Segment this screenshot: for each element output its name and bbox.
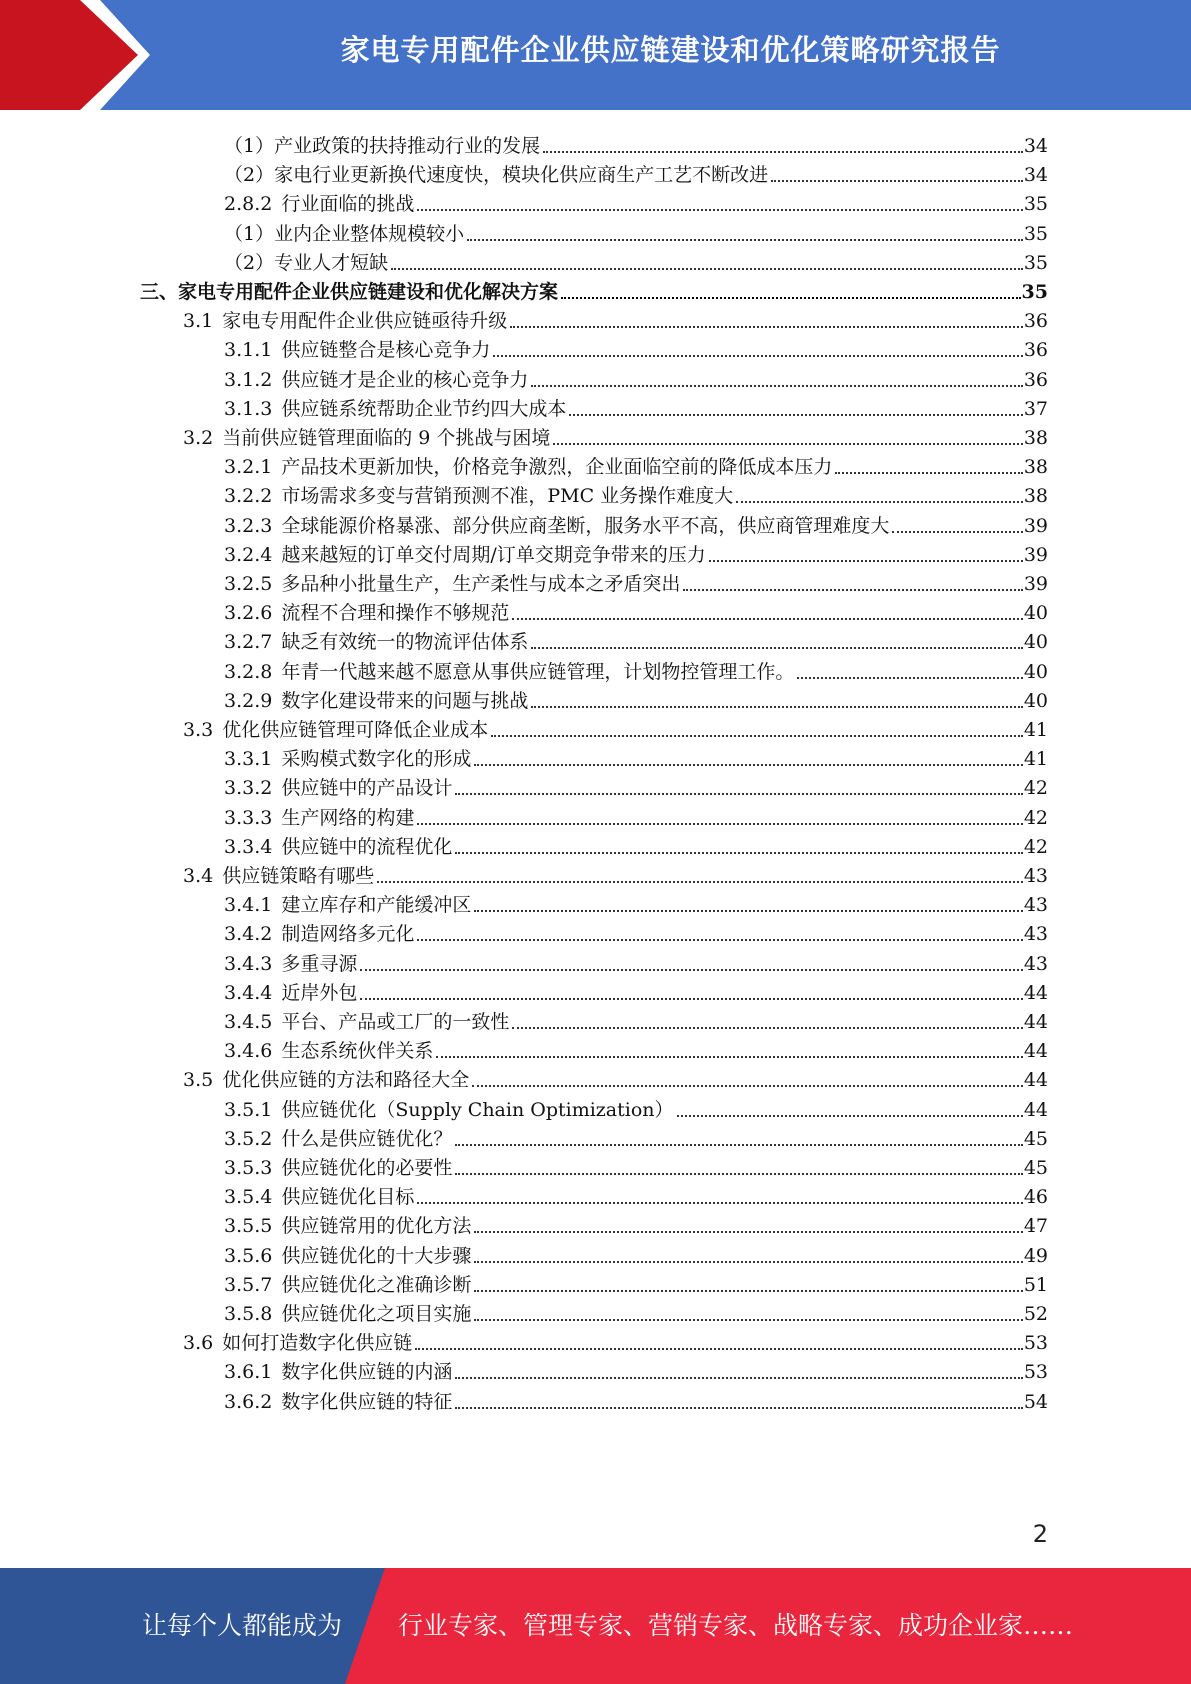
toc-entry[interactable] bbox=[224, 362, 1048, 393]
toc-entry[interactable] bbox=[224, 1179, 1048, 1210]
toc-dot-leader bbox=[771, 179, 1023, 182]
toc-dot-leader bbox=[569, 413, 1022, 416]
toc-entry-title bbox=[224, 805, 414, 831]
toc-entry-label: 多品种小批量生产，生产柔性与成本之矛盾突出 bbox=[281, 573, 681, 595]
toc-entry-page: 52 bbox=[1023, 1303, 1048, 1325]
toc-entry-label: 优化供应链管理可降低企业成本 bbox=[222, 719, 489, 741]
toc-entry[interactable] bbox=[224, 186, 1048, 217]
toc-dot-leader bbox=[677, 1114, 1023, 1117]
toc-entry[interactable] bbox=[183, 420, 1048, 451]
toc-entry[interactable] bbox=[224, 595, 1048, 626]
toc-entry-label: 全球能源价格暴涨、部分供应商垄断，服务水平不高，供应商管理难度大 bbox=[281, 514, 890, 537]
toc-entry-number: 3.2.6 bbox=[224, 602, 273, 625]
toc-entry-page: 51 bbox=[1023, 1273, 1048, 1296]
toc-entry-title bbox=[224, 133, 540, 159]
toc-entry[interactable] bbox=[224, 157, 1048, 188]
toc-dot-leader bbox=[543, 150, 1023, 153]
toc-dot-leader bbox=[360, 997, 1022, 1000]
toc-entry-title bbox=[224, 1272, 471, 1298]
toc-dot-leader bbox=[415, 1347, 1023, 1350]
toc-entry-label: 数字化建设带来的问题与挑战 bbox=[281, 689, 529, 712]
toc-entry[interactable] bbox=[224, 683, 1048, 714]
toc-entry-title bbox=[224, 921, 414, 947]
toc-entry-number: 3.6.2 bbox=[224, 1390, 273, 1413]
toc-dot-leader bbox=[510, 325, 1023, 328]
toc-entry-title bbox=[224, 162, 768, 188]
toc-entry-number: 3.5.5 bbox=[224, 1215, 273, 1238]
toc-entry-label: 数字化供应链的特征 bbox=[281, 1390, 453, 1413]
toc-entry-page: 35 bbox=[1023, 193, 1048, 216]
toc-entry-title bbox=[224, 337, 490, 363]
toc-entry-page: 40 bbox=[1023, 631, 1048, 654]
toc-entry-number: 3.4.6 bbox=[224, 1040, 273, 1063]
toc-entry-page: 39 bbox=[1023, 543, 1048, 566]
toc-entry-page: 38 bbox=[1023, 485, 1048, 508]
toc-dot-leader bbox=[472, 1084, 1023, 1087]
toc-entry-page: 40 bbox=[1023, 689, 1048, 712]
toc-entry[interactable] bbox=[224, 128, 1048, 159]
toc-dot-leader bbox=[709, 559, 1023, 562]
toc-entry[interactable] bbox=[224, 975, 1048, 1006]
toc-entry-page: 41 bbox=[1023, 719, 1048, 741]
toc-entry[interactable] bbox=[140, 274, 1048, 305]
toc-entry[interactable] bbox=[224, 1004, 1048, 1035]
toc-entry-page: 44 bbox=[1023, 1069, 1048, 1092]
toc-entry[interactable] bbox=[224, 216, 1048, 247]
toc-entry-label: 供应链优化之项目实施 bbox=[281, 1303, 472, 1325]
toc-dot-leader bbox=[474, 1230, 1022, 1233]
footer-slogan: 让每个人都能成为 bbox=[142, 1611, 343, 1640]
toc-dot-leader bbox=[455, 1143, 1022, 1146]
toc-entry[interactable] bbox=[224, 1121, 1048, 1152]
toc-entry[interactable] bbox=[224, 508, 1048, 539]
toc-entry-page: 44 bbox=[1023, 1011, 1048, 1033]
toc-entry-title bbox=[224, 834, 452, 860]
toc-entry-page: 53 bbox=[1023, 1332, 1048, 1355]
toc-entry[interactable] bbox=[224, 332, 1048, 363]
toc-entry-title bbox=[224, 629, 528, 655]
toc-entry-label: 供应链系统帮助企业节约四大成本 bbox=[281, 397, 567, 420]
footer-tagline: 行业专家、管理专家、营销专家、战略专家、成功企业家…… bbox=[398, 1611, 1074, 1640]
toc-entry-label: 供应链中的流程优化 bbox=[281, 835, 453, 858]
toc-entry-page: 34 bbox=[1023, 164, 1048, 187]
toc-entry-number: 3.4.1 bbox=[224, 894, 273, 917]
toc-entry-page: 44 bbox=[1023, 981, 1048, 1004]
toc-entry-title bbox=[224, 600, 509, 626]
toc-entry-page: 40 bbox=[1023, 602, 1048, 625]
toc-entry-number: 3.2 bbox=[183, 427, 214, 449]
toc-entry-page: 45 bbox=[1023, 1127, 1048, 1150]
toc-entry-label: （2）家电行业更新换代速度快，模块化供应商生产工艺不断改进 bbox=[224, 164, 769, 187]
toc-entry-number: 3.6.1 bbox=[224, 1361, 273, 1384]
toc-entry[interactable] bbox=[224, 245, 1048, 276]
toc-entry[interactable] bbox=[224, 1238, 1048, 1269]
toc-entry-number: 3.3.1 bbox=[224, 748, 273, 771]
toc-entry-number: 3.4.4 bbox=[224, 981, 273, 1004]
toc-entry-title bbox=[224, 1301, 471, 1327]
toc-entry-title bbox=[224, 1389, 452, 1415]
toc-entry-page: 35 bbox=[1023, 222, 1048, 245]
toc-entry-number: 3.2.9 bbox=[224, 689, 273, 712]
toc-entry-page: 46 bbox=[1023, 1186, 1048, 1209]
toc-entry-title bbox=[224, 513, 889, 539]
toc-entry-label: 生态系统伙伴关系 bbox=[281, 1040, 434, 1063]
toc-entry[interactable] bbox=[224, 654, 1048, 685]
toc-entry-page: 35 bbox=[1023, 251, 1048, 274]
toc-dot-leader bbox=[436, 1055, 1022, 1058]
toc-entry-page: 47 bbox=[1023, 1215, 1048, 1238]
toc-entry-page: 53 bbox=[1023, 1361, 1048, 1384]
toc-entry-label: 建立库存和产能缓冲区 bbox=[281, 894, 472, 917]
toc-dot-leader bbox=[892, 530, 1022, 533]
toc-entry-number: 3.5.7 bbox=[224, 1273, 273, 1296]
toc-entry-page: 37 bbox=[1023, 397, 1048, 420]
toc-entry-title bbox=[224, 1155, 452, 1181]
toc-entry-page: 34 bbox=[1023, 135, 1048, 157]
page-number: 2 bbox=[1032, 1520, 1048, 1548]
toc-dot-leader bbox=[474, 1318, 1022, 1321]
page-footer bbox=[0, 1568, 1191, 1684]
toc-entry[interactable] bbox=[224, 566, 1048, 597]
toc-entry[interactable] bbox=[183, 712, 1048, 743]
toc-entry-label: 供应链优化（Supply Chain Optimization） bbox=[281, 1098, 674, 1121]
toc-entry-label: 年青一代越来越不愿意从事供应链管理，计划物控管理工作。 bbox=[281, 660, 795, 683]
toc-entry-number: 3.2.5 bbox=[224, 573, 273, 595]
toc-entry-page: 43 bbox=[1023, 894, 1048, 917]
toc-entry-label: 供应链中的产品设计 bbox=[281, 777, 453, 800]
toc-entry-page: 39 bbox=[1023, 573, 1048, 595]
toc-entry-title bbox=[224, 1243, 471, 1269]
toc-entry-title bbox=[224, 1038, 433, 1064]
toc-entry[interactable] bbox=[183, 858, 1048, 889]
toc-entry-label: （1）业内企业整体规模较小 bbox=[224, 222, 465, 245]
toc-entry-number: 3.1.2 bbox=[224, 368, 273, 391]
toc-entry-title bbox=[224, 396, 566, 422]
toc-entry-page: 45 bbox=[1023, 1157, 1048, 1179]
toc-entry-page: 35 bbox=[1021, 281, 1048, 303]
toc-entry-title bbox=[224, 1213, 471, 1239]
toc-entry-title bbox=[140, 279, 558, 305]
toc-entry[interactable] bbox=[183, 303, 1048, 334]
toc-dot-leader bbox=[474, 909, 1022, 912]
toc-entry[interactable] bbox=[183, 1325, 1048, 1356]
toc-entry[interactable] bbox=[224, 1267, 1048, 1298]
toc-entry-label: 供应链优化目标 bbox=[281, 1186, 415, 1209]
toc-entry-title bbox=[224, 951, 357, 977]
toc-dot-leader bbox=[531, 646, 1022, 649]
report-title: 家电专用配件企业供应链建设和优化策略研究报告 bbox=[340, 33, 1001, 67]
toc-entry-title bbox=[224, 1097, 674, 1123]
toc-entry-number: 3.4.3 bbox=[224, 952, 273, 975]
toc-entry-label: （1）产业政策的扶持推动行业的发展 bbox=[224, 135, 541, 157]
toc-entry-title bbox=[224, 454, 832, 480]
toc-entry-page: 40 bbox=[1023, 660, 1048, 683]
toc-entry-label: 制造网络多元化 bbox=[281, 923, 415, 946]
toc-entry-number: 3.3 bbox=[183, 719, 214, 741]
toc-entry-label: （2）专业人才短缺 bbox=[224, 251, 389, 274]
toc-entry-label: 行业面临的挑战 bbox=[281, 193, 415, 216]
toc-entry-label: 流程不合理和操作不够规范 bbox=[281, 602, 510, 625]
toc-entry-label: 越来越短的订单交付周期/订单交期竞争带来的压力 bbox=[281, 543, 706, 566]
toc-dot-leader bbox=[512, 1026, 1022, 1029]
toc-entry-title bbox=[224, 1359, 452, 1385]
toc-entry-label: 供应链优化的必要性 bbox=[281, 1157, 453, 1179]
toc-entry-number: 3.5.8 bbox=[224, 1303, 273, 1325]
toc-entry-label: 数字化供应链的内涵 bbox=[281, 1361, 453, 1384]
toc-entry-title bbox=[224, 191, 414, 217]
toc-entry-number: 3.2.8 bbox=[224, 660, 273, 683]
toc-entry[interactable] bbox=[224, 887, 1048, 918]
toc-dot-leader bbox=[417, 1201, 1022, 1204]
toc-entry-title bbox=[224, 892, 471, 918]
toc-dot-leader bbox=[493, 354, 1022, 357]
toc-entry[interactable] bbox=[224, 770, 1048, 801]
toc-entry-title bbox=[224, 571, 680, 597]
toc-entry[interactable] bbox=[224, 1384, 1048, 1415]
toc-dot-leader bbox=[491, 734, 1023, 737]
toc-entry-title bbox=[183, 425, 550, 451]
toc-entry-label: 市场需求多变与营销预测不准，PMC 业务操作难度大 bbox=[281, 485, 734, 508]
toc-dot-leader bbox=[512, 617, 1022, 620]
toc-entry-title bbox=[224, 746, 471, 772]
toc-entry-title bbox=[224, 542, 706, 568]
toc-dot-leader bbox=[797, 676, 1022, 679]
toc-entry-label: 优化供应链的方法和路径大全 bbox=[222, 1069, 470, 1092]
toc-entry-label: 平台、产品或工厂的一致性 bbox=[281, 1011, 510, 1033]
toc-entry-number: 3.5.4 bbox=[224, 1186, 273, 1209]
toc-entry-page: 36 bbox=[1023, 339, 1048, 362]
toc-entry-label: 供应链优化之准确诊断 bbox=[281, 1273, 472, 1296]
toc-entry-label: 供应链才是企业的核心竞争力 bbox=[281, 368, 529, 391]
toc-entry-page: 42 bbox=[1023, 777, 1048, 800]
toc-entry-number: 3.2.7 bbox=[224, 631, 273, 654]
toc-entry-page: 54 bbox=[1023, 1390, 1048, 1413]
toc-entry-page: 44 bbox=[1023, 1098, 1048, 1121]
toc-dot-leader bbox=[835, 471, 1022, 474]
toc-entry-label: 什么是供应链优化？ bbox=[281, 1127, 453, 1150]
toc-entry-label: 多重寻源 bbox=[281, 952, 358, 975]
toc-entry-number: 3.5.2 bbox=[224, 1127, 273, 1150]
toc-entry-title bbox=[183, 717, 488, 743]
toc-dot-leader bbox=[417, 208, 1022, 211]
toc-dot-leader bbox=[417, 822, 1022, 825]
toc-entry-number: 3.2.1 bbox=[224, 456, 273, 479]
toc-entry-label: 供应链优化的十大步骤 bbox=[281, 1244, 472, 1267]
toc-entry[interactable] bbox=[224, 391, 1048, 422]
toc-entry-title bbox=[224, 221, 464, 247]
header-chevron-icon bbox=[0, 0, 138, 110]
toc-dot-leader bbox=[455, 1406, 1022, 1409]
toc-entry-label: 产品技术更新加快，价格竞争激烈，企业面临空前的降低成本压力 bbox=[281, 456, 833, 479]
toc-entry-number: 3.5 bbox=[183, 1069, 214, 1092]
toc-entry-title bbox=[224, 1126, 452, 1152]
toc-entry-number: 3.4.2 bbox=[224, 923, 273, 946]
toc-entry-label: 生产网络的构建 bbox=[281, 806, 415, 829]
toc-dot-leader bbox=[553, 442, 1022, 445]
toc-entry[interactable] bbox=[224, 478, 1048, 509]
toc-dot-leader bbox=[531, 384, 1022, 387]
toc-dot-leader bbox=[455, 1376, 1022, 1379]
toc-entry-title bbox=[183, 308, 507, 334]
toc-dot-leader bbox=[474, 1289, 1022, 1292]
toc-dot-leader bbox=[360, 968, 1022, 971]
toc-dot-leader bbox=[736, 500, 1023, 503]
toc-entry-title bbox=[224, 367, 528, 393]
toc-entry[interactable] bbox=[224, 624, 1048, 655]
toc-entry-number: 3.2.4 bbox=[224, 543, 273, 566]
toc-entry[interactable] bbox=[224, 1208, 1048, 1239]
toc-entry-label: 供应链策略有哪些 bbox=[222, 865, 375, 887]
toc-entry-title bbox=[224, 1184, 414, 1210]
toc-entry-page: 43 bbox=[1023, 865, 1048, 887]
toc-entry-page: 44 bbox=[1023, 1040, 1048, 1063]
toc-entry[interactable] bbox=[224, 1150, 1048, 1181]
toc-entry[interactable] bbox=[224, 1354, 1048, 1385]
toc-entry-number: 3.6 bbox=[183, 1332, 214, 1355]
toc-entry-label: 采购模式数字化的形成 bbox=[281, 748, 472, 771]
toc-entry-page: 36 bbox=[1023, 368, 1048, 391]
toc-entry[interactable] bbox=[224, 946, 1048, 977]
toc-entry-number: 3.1.3 bbox=[224, 397, 273, 420]
toc-entry-number: 3.3.2 bbox=[224, 777, 273, 800]
toc-entry-number: 3.2.2 bbox=[224, 485, 273, 508]
toc-entry[interactable] bbox=[224, 741, 1048, 772]
toc-entry[interactable] bbox=[224, 1296, 1048, 1327]
toc-entry-label: 三、家电专用配件企业供应链建设和优化解决方案 bbox=[140, 281, 559, 303]
toc-entry-label: 当前供应链管理面临的 9 个挑战与困境 bbox=[222, 427, 551, 449]
toc-dot-leader bbox=[474, 763, 1022, 766]
toc-dot-leader bbox=[467, 238, 1023, 241]
toc-dot-leader bbox=[683, 588, 1022, 591]
toc-entry-title bbox=[224, 250, 388, 276]
toc-entry[interactable] bbox=[224, 537, 1048, 568]
toc-entry-page: 42 bbox=[1023, 835, 1048, 858]
toc-entry-page: 42 bbox=[1023, 806, 1048, 829]
toc-dot-leader bbox=[391, 267, 1023, 270]
toc-entry-title bbox=[183, 863, 374, 889]
toc-entry-page: 36 bbox=[1023, 310, 1048, 333]
toc-entry-page: 43 bbox=[1023, 952, 1048, 975]
toc-dot-leader bbox=[531, 705, 1022, 708]
toc-entry-number: 3.4.5 bbox=[224, 1011, 273, 1033]
toc-entry[interactable] bbox=[224, 800, 1048, 831]
toc-entry[interactable] bbox=[183, 1062, 1048, 1093]
toc-entry-label: 家电专用配件企业供应链亟待升级 bbox=[222, 310, 508, 333]
toc-entry-number: 2.8.2 bbox=[224, 193, 273, 216]
toc-entry-number: 3.4 bbox=[183, 865, 214, 887]
toc-entry[interactable] bbox=[224, 449, 1048, 480]
toc-entry-page: 43 bbox=[1023, 923, 1048, 946]
toc-entry-title bbox=[224, 688, 528, 714]
toc-dot-leader bbox=[455, 851, 1022, 854]
toc-entry-number: 3.1 bbox=[183, 310, 214, 333]
toc-entry[interactable] bbox=[224, 916, 1048, 947]
toc-dot-leader bbox=[455, 1172, 1022, 1175]
toc-entry-page: 39 bbox=[1023, 514, 1048, 537]
toc-entry-label: 供应链整合是核心竞争力 bbox=[281, 339, 491, 362]
toc-dot-leader bbox=[455, 792, 1022, 795]
toc-entry[interactable] bbox=[224, 1033, 1048, 1064]
toc-entry-title bbox=[183, 1330, 412, 1356]
toc-entry-number: 3.3.3 bbox=[224, 806, 273, 829]
toc-entry-label: 供应链常用的优化方法 bbox=[281, 1215, 472, 1238]
toc-entry-title bbox=[224, 483, 733, 509]
toc-entry-title bbox=[224, 659, 794, 685]
toc-dot-leader bbox=[561, 296, 1021, 299]
toc-dot-leader bbox=[417, 938, 1022, 941]
toc-dot-leader bbox=[474, 1260, 1022, 1263]
toc-entry-label: 缺乏有效统一的物流评估体系 bbox=[281, 631, 529, 654]
toc-entry-number: 3.5.3 bbox=[224, 1157, 273, 1179]
toc-dot-leader bbox=[377, 880, 1023, 883]
toc-entry-page: 38 bbox=[1023, 427, 1048, 449]
toc-entry-page: 49 bbox=[1023, 1244, 1048, 1267]
toc-entry-number: 3.3.4 bbox=[224, 835, 273, 858]
toc-entry-number: 3.5.1 bbox=[224, 1098, 273, 1121]
toc-entry-title bbox=[224, 1009, 509, 1035]
toc-entry-number: 3.5.6 bbox=[224, 1244, 273, 1267]
toc-entry-number: 3.1.1 bbox=[224, 339, 273, 362]
toc-entry-title bbox=[224, 775, 452, 801]
toc-entry-page: 38 bbox=[1023, 456, 1048, 479]
toc-entry[interactable] bbox=[224, 829, 1048, 860]
page-header bbox=[0, 0, 1191, 110]
toc-entry[interactable] bbox=[224, 1092, 1048, 1123]
toc-entry-label: 近岸外包 bbox=[281, 981, 358, 1004]
toc-entry-title bbox=[183, 1067, 469, 1093]
toc-entry-page: 41 bbox=[1023, 748, 1048, 771]
toc-entry-label: 如何打造数字化供应链 bbox=[222, 1332, 413, 1355]
toc-entry-number: 3.2.3 bbox=[224, 514, 273, 537]
toc-entry-title bbox=[224, 980, 357, 1006]
